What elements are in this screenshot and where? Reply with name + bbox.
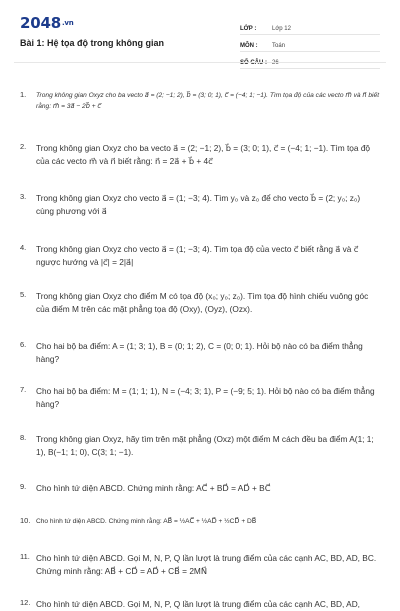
question-text: Cho hình tứ diện ABCD. Chứng minh rằng: AC⃗ + BD⃗ = AD⃗ + BC⃗ [36,483,271,493]
question-text: Trong không gian Oxyz cho vecto a⃗ = (1; −3; 4). Tìm y₀ và z₀ để cho vecto b⃗ = (2; y₀; z₀) cùng phương với a⃗ [36,193,361,216]
meta-row-class [240,18,380,35]
question-item [20,433,380,458]
meta-row-count [240,52,380,69]
question-text: Trong không gian Oxyz cho vecto a⃗ = (1; −3; 4). Tìm tọa độ của vecto c⃗ biết rằng a⃗ và c⃗ ngược hướng và |c⃗| = 2|a⃗| [36,244,359,267]
question-item [20,90,380,112]
question-item [20,552,380,577]
question-item [20,482,380,495]
question-text: Trong không gian Oxyz cho điểm M có tọa độ (x₀; y₀; z₀). Tìm tọa độ hình chiếu vuông góc của điểm M trên các mặt phẳng tọa độ (Oxy), (Oyz), (Ozx). [36,291,369,314]
meta-key: MÔN : [240,43,258,49]
question-item [20,192,380,217]
question-item [20,385,380,410]
question-number: 4. [20,243,27,252]
question-number: 5. [20,290,27,299]
question-text: Cho hình tứ diện ABCD. Chứng minh rằng: AB⃗ = ½AC⃗ + ½AD⃗ + ½CD⃗ + DB⃗ [36,518,257,525]
question-number: 6. [20,340,27,349]
question-text: Trong không gian Oxyz cho ba vecto a⃗ = (2; −1; 2), b⃗ = (3; 0; 1), c⃗ = (−4; 1; −1). Tìm tọa độ của các vecto m⃗ và n⃗ biết rằng: m⃗ = 3a⃗ − 2b⃗ + c⃗ [36,92,380,110]
brand-main: 2048 [20,14,61,32]
meta-value: 26 [272,60,279,66]
question-item [20,142,380,167]
meta-row-subject [240,35,380,52]
question-text: Trong không gian Oxyz, hãy tìm trên mặt phẳng (Oxz) một điểm M cách đều ba điểm A(1; 1; 1), B(−1; 1; 0), C(3; 1; −1). [36,434,374,457]
question-number: 10. [20,516,31,525]
brand-logo[interactable] [20,14,74,32]
question-number: 11. [20,552,30,561]
question-text: Trong không gian Oxyz cho ba vecto a⃗ = (2; −1; 2), b⃗ = (3; 0; 1), c⃗ = (−4; 1; −1). Tìm tọa độ của các vecto m⃗ và n⃗ biết rằng: n⃗ = 2a⃗ + b⃗ + 4c⃗ [36,143,371,166]
question-text: Cho hình tứ diện ABCD. Gọi M, N, P, Q lần lượt là trung điểm của các cạnh AC, BD, AD, BC. Chứng minh rằng: AB⃗ + CD⃗ = AD⃗ + CB⃗ = 2MN⃗ [36,553,377,576]
question-number: 1. [20,90,27,99]
meta-key: LỚP : [240,26,257,32]
question-number: 2. [20,142,27,151]
question-item [20,243,380,268]
worksheet-page [14,10,386,609]
meta-key: SỐ CÂU : [240,60,267,66]
question-number: 9. [20,482,27,491]
brand-suffix: .vn [61,19,74,27]
question-item [20,516,380,527]
question-text: Cho hình tứ diện ABCD. Gọi M, N, P, Q lần lượt là trung điểm của các cạnh AC, BD, AD, [36,599,360,609]
question-number: 12. [20,598,31,607]
question-number: 7. [20,385,27,394]
header-divider [14,62,386,63]
meta-value: Toán [272,43,286,49]
question-item [20,290,380,315]
question-number: 8. [20,433,27,442]
question-number: 3. [20,192,27,201]
question-item [20,340,380,365]
question-text: Cho hai bộ ba điểm: M = (1; 1; 1), N = (−4; 3; 1), P = (−9; 5; 1). Hỏi bộ nào có ba điểm thẳng hàng? [36,386,375,409]
question-text: Cho hai bộ ba điểm: A = (1; 3; 1), B = (0; 1; 2), C = (0; 0; 1). Hỏi bộ nào có ba điểm thẳng hàng? [36,341,363,364]
page-title: Bài 1: Hệ tọa độ trong không gian [20,38,164,48]
meta-value: Lớp 12 [272,26,291,32]
